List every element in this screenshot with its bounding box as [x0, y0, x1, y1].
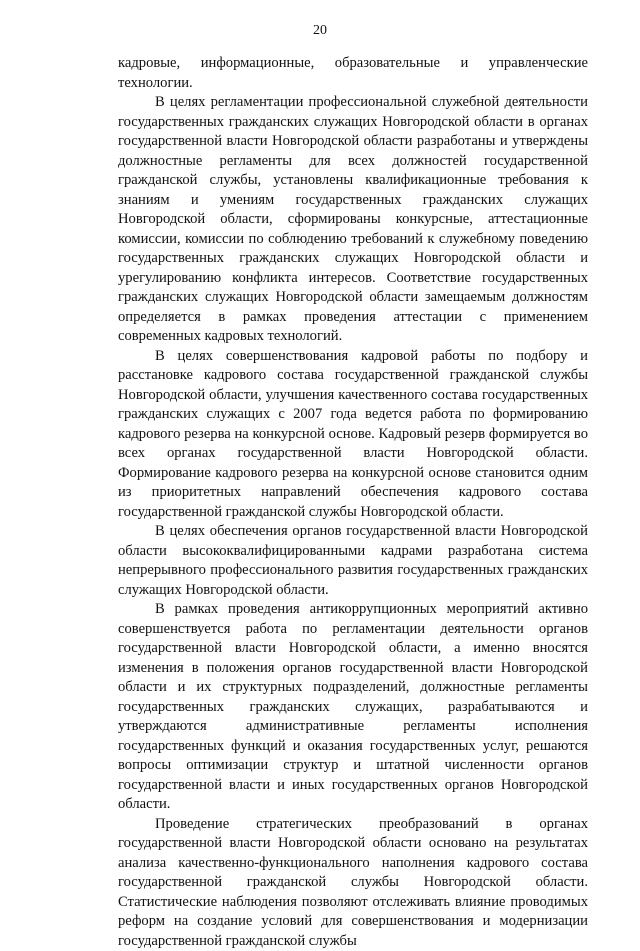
paragraph-professional-development: В целях обеспечения органов государственной власти Новгородской области высококвалифицированными кадрами разработана система непрерывного профессионального развития государственных гражданских служащих Новгородской области. [118, 522, 588, 600]
paragraph-strategic-reforms: Проведение стратегических преобразований в органах государственной власти Новгородской области основано на результатах анализа качественно-функционального наполнения кадрового состава государственной гражданской службы Новгородской области. Статистические наблюдения позволяют отслеживать влияние проводимых реформ на создание условий для совершенствования и модернизации государственной гражданской службы [118, 815, 588, 951]
page-number: 20 [0, 22, 640, 40]
paragraph-continuation: кадровые, информационные, образовательные и управленческие технологии. [118, 54, 588, 93]
paragraph-personnel-reserve: В целях совершенствования кадровой работы по подбору и расстановке кадрового состава государственной гражданской службы Новгородской области, улучшения качественного состава государственных гражданских служащих с 2007 года ведется работа по формированию кадрового резерва на конкурсной основе. Кадровый резерв формируется во всех органах государственной власти Новгородской области. Формирование кадрового резерва на конкурсной основе становится одним из приоритетных направлений обеспечения кадрового состава государственной гражданской службы Новгородской области. [118, 347, 588, 523]
paragraph-anticorruption: В рамках проведения антикоррупционных мероприятий активно совершенствуется работа по регламентации деятельности органов государственной власти Новгородской области, а именно вносятся изменения в положения органов государственной власти Новгородской области и их структурных подразделений, должностные регламенты государственных гражданских служащих, разрабатываются и утверждаются административные регламенты исполнения государственных функций и оказания государственных услуг, решаются вопросы оптимизации структур и штатной численности органов государственной власти и иных государственных органов Новгородской области. [118, 600, 588, 815]
paragraph-job-regulations: В целях регламентации профессиональной служебной деятельности государственных гражданских служащих Новгородской области в органах государственной власти Новгородской области разработаны и утверждены должностные регламенты для всех должностей государственной гражданской службы, установлены квалификационные требования к знаниям и умениям государственных гражданских служащих Новгородской области, сформированы конкурсные, аттестационные комиссии, комиссии по соблюдению требований к служебному поведению государственных гражданских служащих Новгородской области и урегулированию конфликта интересов. Соответствие государственных гражданских служащих Новгородской области замещаемым должностям определяется в рамках проведения аттестации с применением современных кадровых технологий. [118, 93, 588, 347]
document-body [118, 54, 588, 951]
